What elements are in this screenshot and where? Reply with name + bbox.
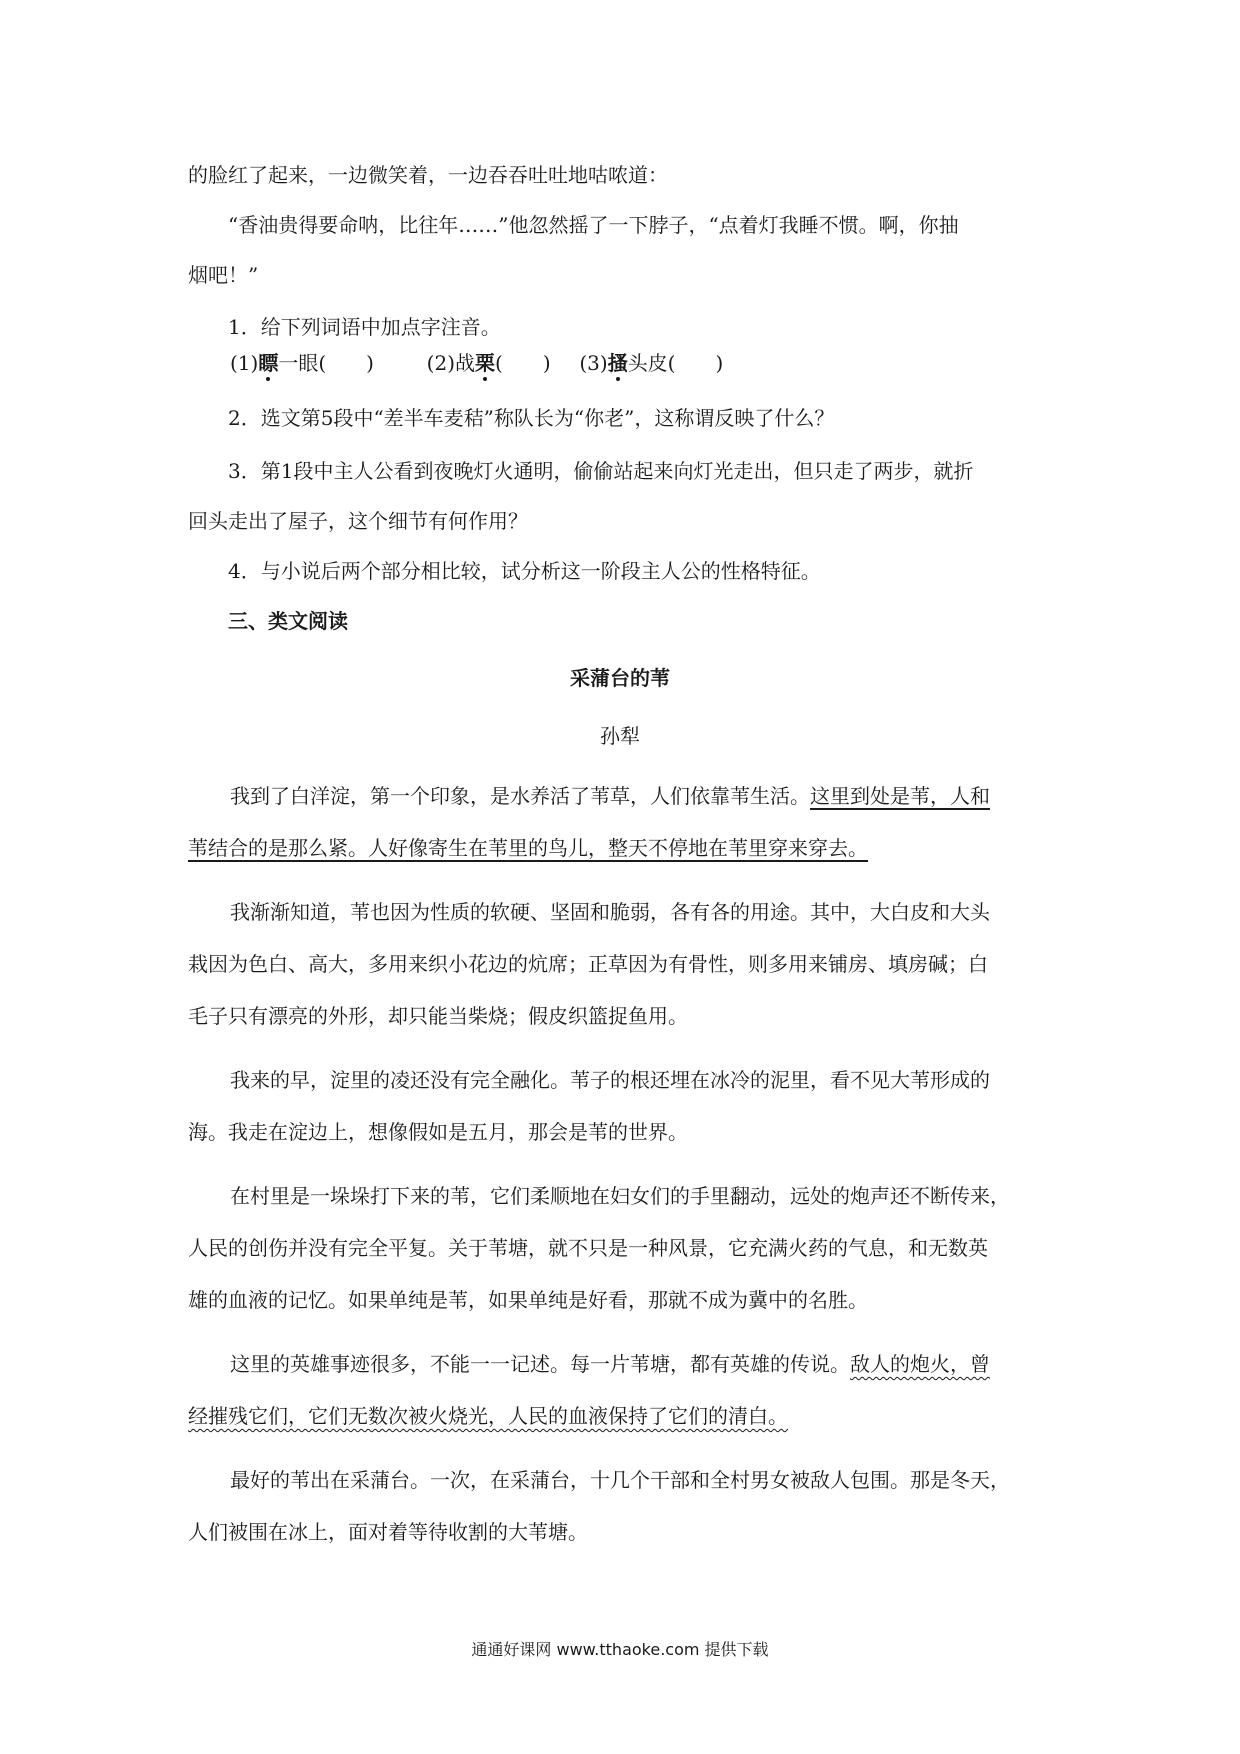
wavy-underlined-text: 经摧残它们，它们无数次被火烧光，人民的血液保持了它们的清白。 [188, 1404, 788, 1428]
dotted-char: 搔 [607, 351, 628, 375]
article-author: 孙犁 [600, 724, 640, 748]
dotted-char: 瞟 [258, 351, 279, 375]
paragraph-line: 雄的血液的记忆。如果单纯是苇，如果单纯是好看，那就不成为冀中的名胜。 [188, 1288, 868, 1312]
page-footer: 通通好课网 www.tthaoke.com 提供下载 [471, 1640, 769, 1659]
paragraph-line [188, 1406, 788, 1426]
item-number: (3) [579, 351, 608, 375]
item-number: (1) [230, 351, 259, 375]
paragraph-line [188, 838, 868, 858]
paragraph-line: 在村里是一垛垛打下来的苇，它们柔顺地在妇女们的手里翻动，远处的炮声还不断传来， [230, 1184, 1010, 1208]
paragraph-line: 我渐渐知道，苇也因为性质的软硬、坚固和脆弱，各有各的用途。其中，大白皮和大头 [230, 900, 990, 924]
paragraph-line: 人民的创伤并没有完全平复。关于苇塘，就不只是一种风景，它充满火药的气息，和无数英 [188, 1236, 988, 1260]
text-line: 烟吧！” [188, 263, 259, 287]
text-line: “香油贵得要命呐，比往年……”他忽然摇了一下脖子，“点着灯我睡不惯。啊，你抽 [228, 213, 959, 237]
item-rest: 头皮( ) [627, 351, 724, 375]
paragraph-line: 海。我走在淀边上，想像假如是五月，那会是苇的世界。 [188, 1120, 688, 1144]
question-4: 4．与小说后两个部分相比较，试分析这一阶段主人公的性格特征。 [228, 559, 821, 583]
wavy-underlined-text: 敌人的炮火，曾 [850, 1352, 990, 1376]
paragraph-line [230, 786, 990, 806]
underlined-text: 这里到处是苇，人和 [810, 784, 990, 808]
question-1-items [230, 353, 723, 373]
item-rest: 一眼( ) [278, 351, 374, 375]
paragraph-line: 我来的早，淀里的凌还没有完全融化。苇子的根还埋在冰冷的泥里，看不见大苇形成的 [230, 1068, 990, 1092]
article-title: 采蒲台的苇 [570, 666, 670, 690]
dotted-char: 栗 [475, 351, 496, 375]
question-1: 1．给下列词语中加点字注音。 [228, 315, 501, 339]
question-2: 2．选文第5段中“差半车麦秸”称队长为“你老”，这称谓反映了什么？ [228, 406, 835, 430]
item-rest: ( ) [495, 351, 551, 375]
underlined-text: 苇结合的是那么紧。人好像寄生在苇里的鸟儿，整天不停地在苇里穿来穿去。 [188, 836, 868, 860]
paragraph-line: 最好的苇出在采蒲台。一次，在采蒲台，十几个干部和全村男女被敌人包围。那是冬天， [230, 1468, 1010, 1492]
item-2 [427, 351, 557, 375]
paragraph-line: 毛子只有漂亮的外形，却只能当柴烧；假皮织篮捉鱼用。 [188, 1004, 688, 1028]
item-3 [579, 351, 723, 375]
question-3-line: 回头走出了屋子，这个细节有何作用？ [188, 509, 528, 533]
text-span: 我到了白洋淀，第一个印象，是水养活了苇草，人们依靠苇生活。 [230, 784, 810, 808]
section-heading: 三、类文阅读 [228, 609, 348, 633]
question-3-line: 3．第1段中主人公看到夜晚灯火通明，偷偷站起来向灯光走出，但只走了两步，就折 [228, 459, 974, 483]
paragraph-line: 栽因为色白、高大，多用来织小花边的炕席；正草因为有骨性，则多用来铺房、填房碱；白 [188, 952, 988, 976]
paragraph-line [230, 1354, 990, 1374]
item-1 [230, 351, 380, 375]
paragraph-line: 人们被围在冰上，面对着等待收割的大苇塘。 [188, 1520, 588, 1544]
text-span: 这里的英雄事迹很多，不能一一记述。每一片苇塘，都有英雄的传说。 [230, 1352, 850, 1376]
text-line: 的脸红了起来，一边微笑着，一边吞吞吐吐地咕哝道： [188, 163, 668, 187]
item-number: (2)战 [426, 351, 476, 375]
